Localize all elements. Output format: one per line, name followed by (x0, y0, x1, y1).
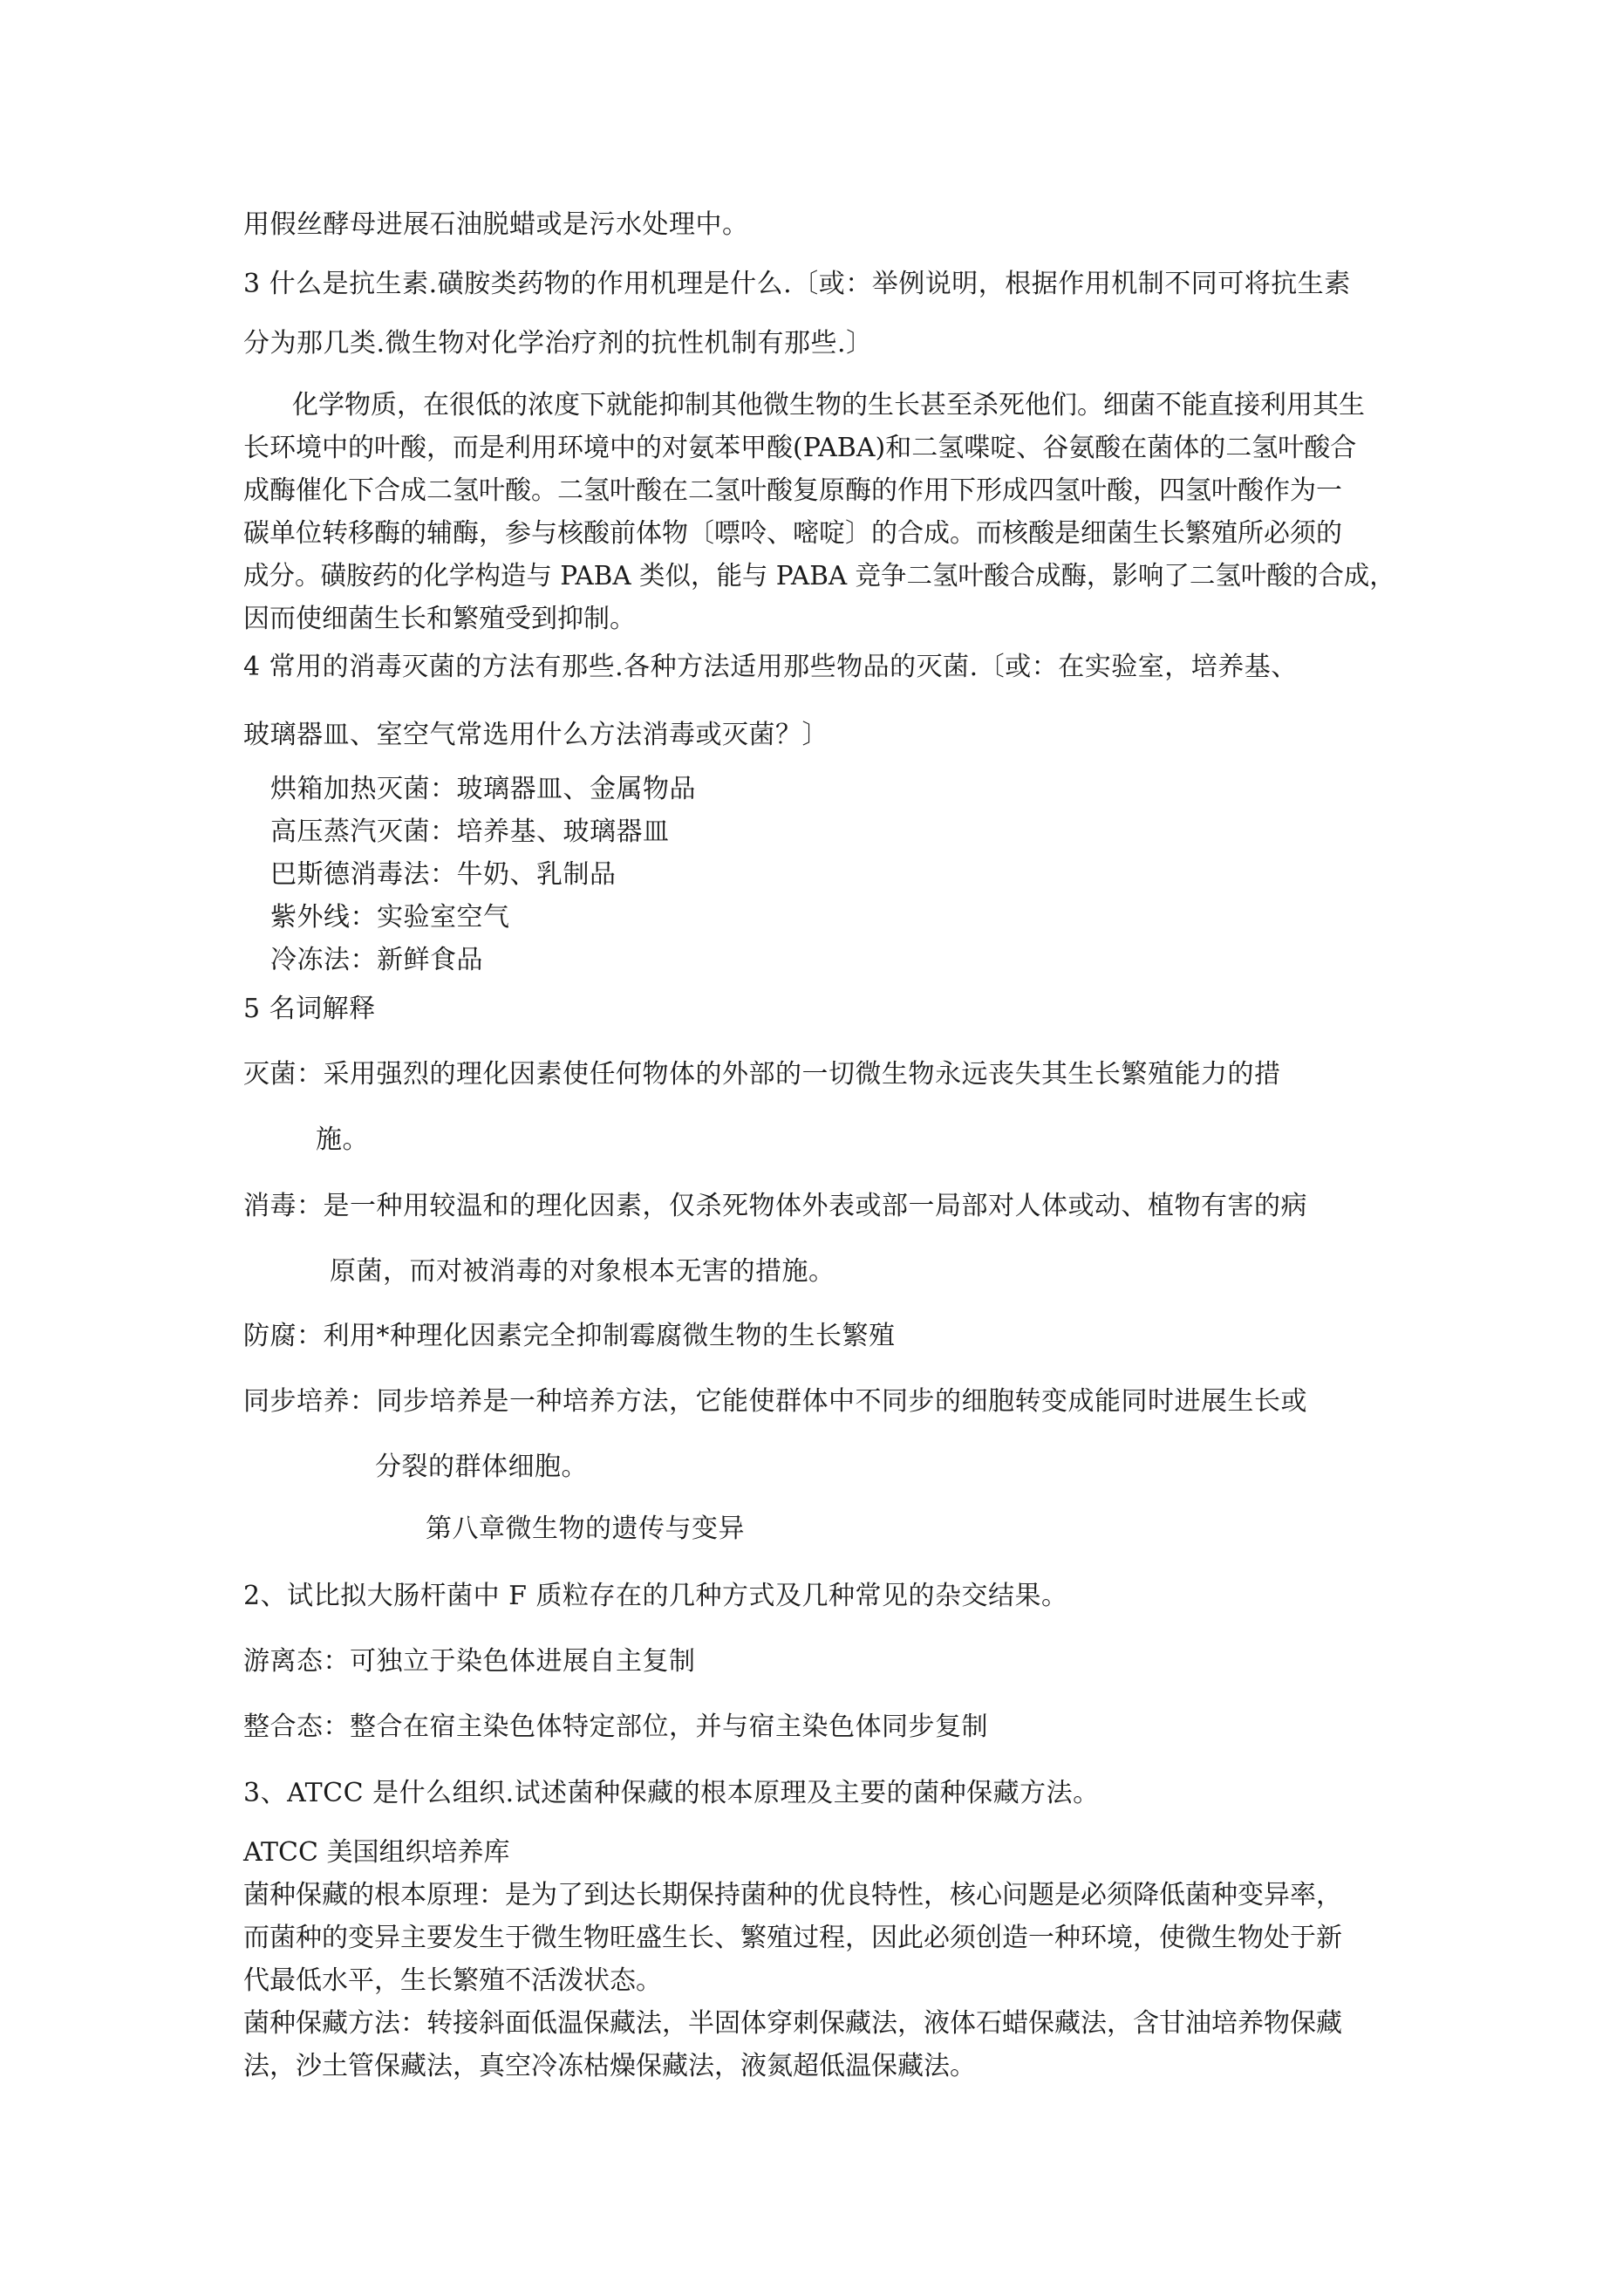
atcc-line: ATCC 美国组织培养库 (243, 1837, 510, 1868)
term-antisepsis: 防腐：利用*种理化因素完全抑制霉腐微生物的生长繁殖 (243, 1321, 896, 1351)
q3-heading-line-2: 分为那几类.微生物对化学治疗剂的抗性机制有那些.〕 (243, 328, 873, 359)
ch8-q2-heading: 2、试比拟大肠杆菌中 F 质粒存在的几种方式及几种常见的杂交结果。 (243, 1581, 1068, 1611)
q4-method-item: 紫外线：实验室空气 (270, 902, 510, 933)
q3-answer-line-1: 化学物质，在很低的浓度下就能抑制其他微生物的生长甚至杀死他们。细菌不能直接利用其生 (292, 390, 1365, 420)
q5-heading: 5 名词解释 (243, 994, 376, 1024)
f-plasmid-free-state: 游离态：可独立于染色体进展自主复制 (243, 1646, 696, 1677)
q3-answer-line-5: 成分。磺胺药的化学构造与 PABA 类似，能与 PABA 竞争二氢叶酸合成酶，影响了二氢叶酸的合成， (243, 561, 1395, 591)
term-sync-culture-line-2: 分裂的群体细胞。 (375, 1452, 588, 1482)
term-disinfection-line-2: 原菌，而对被消毒的对象根本无害的措施。 (330, 1256, 835, 1287)
q3-answer-line-4: 碳单位转移酶的辅酶，参与核酸前体物〔嘌呤、嘧啶〕的合成。而核酸是细菌生长繁殖所必须的 (243, 518, 1342, 549)
q3-heading-line-1: 3 什么是抗生素.磺胺类药物的作用机理是什么.〔或：举例说明，根据作用机制不同可将抗生素 (243, 269, 1351, 299)
q3-answer-line-2: 长环境中的叶酸，而是利用环境中的对氨苯甲酸(PABA)和二氢喋啶、谷氨酸在菌体的二氢叶酸合 (243, 433, 1357, 463)
preservation-principle-line-1: 菌种保藏的根本原理：是为了到达长期保持菌种的优良特性，核心问题是必须降低菌种变异率， (243, 1880, 1342, 1910)
q3-answer-line-3: 成酶催化下合成二氢叶酸。二氢叶酸在二氢叶酸复原酶的作用下形成四氢叶酸，四氢叶酸作为一 (243, 475, 1342, 506)
preservation-methods-line-1: 菌种保藏方法：转接斜面低温保藏法，半固体穿刺保藏法，液体石蜡保藏法，含甘油培养物保藏 (243, 2008, 1342, 2039)
ch8-q3-heading: 3、ATCC 是什么组织.试述菌种保藏的根本原理及主要的菌种保藏方法。 (243, 1778, 1100, 1808)
f-plasmid-integrated-state: 整合态：整合在宿主染色体特定部位，并与宿主染色体同步复制 (243, 1712, 988, 1742)
q3-answer-line-6: 因而使细菌生长和繁殖受到抑制。 (243, 604, 636, 634)
q4-method-item: 高压蒸汽灭菌：培养基、玻璃器皿 (270, 817, 670, 847)
term-sterilization-line-2: 施。 (316, 1124, 369, 1155)
q4-method-item: 冷冻法：新鲜食品 (270, 945, 483, 975)
q4-method-item: 巴斯德消毒法：牛奶、乳制品 (270, 859, 617, 890)
q4-heading-line-1: 4 常用的消毒灭菌的方法有那些.各种方法适用那些物品的灭菌.〔或：在实验室，培养基、 (243, 652, 1298, 682)
q4-heading-line-2: 玻璃器皿、室空气常选用什么方法消毒或灭菌？〕 (243, 720, 829, 750)
q4-method-item: 烘箱加热灭菌：玻璃器皿、金属物品 (270, 774, 696, 804)
term-disinfection-line-1: 消毒：是一种用较温和的理化因素，仅杀死物体外表或部一局部对人体或动、植物有害的病 (243, 1191, 1307, 1221)
preservation-methods-line-2: 法，沙土管保藏法，真空冷冻枯燥保藏法，液氮超低温保藏法。 (243, 2051, 976, 2081)
preservation-principle-line-2: 而菌种的变异主要发生于微生物旺盛生长、繁殖过程，因此必须创造一种环境，使微生物处于新 (243, 1923, 1342, 1953)
term-sync-culture-line-1: 同步培养：同步培养是一种培养方法，它能使群体中不同步的细胞转变成能同时进展生长或 (243, 1386, 1307, 1417)
intro-line: 用假丝酵母进展石油脱蜡或是污水处理中。 (243, 209, 749, 240)
preservation-principle-line-3: 代最低水平，生长繁殖不活泼状态。 (243, 1965, 662, 1996)
term-sterilization-line-1: 灭菌：采用强烈的理化因素使任何物体的外部的一切微生物永远丧失其生长繁殖能力的措 (243, 1059, 1281, 1090)
chapter-title: 第八章微生物的遗传与变异 (426, 1514, 745, 1544)
